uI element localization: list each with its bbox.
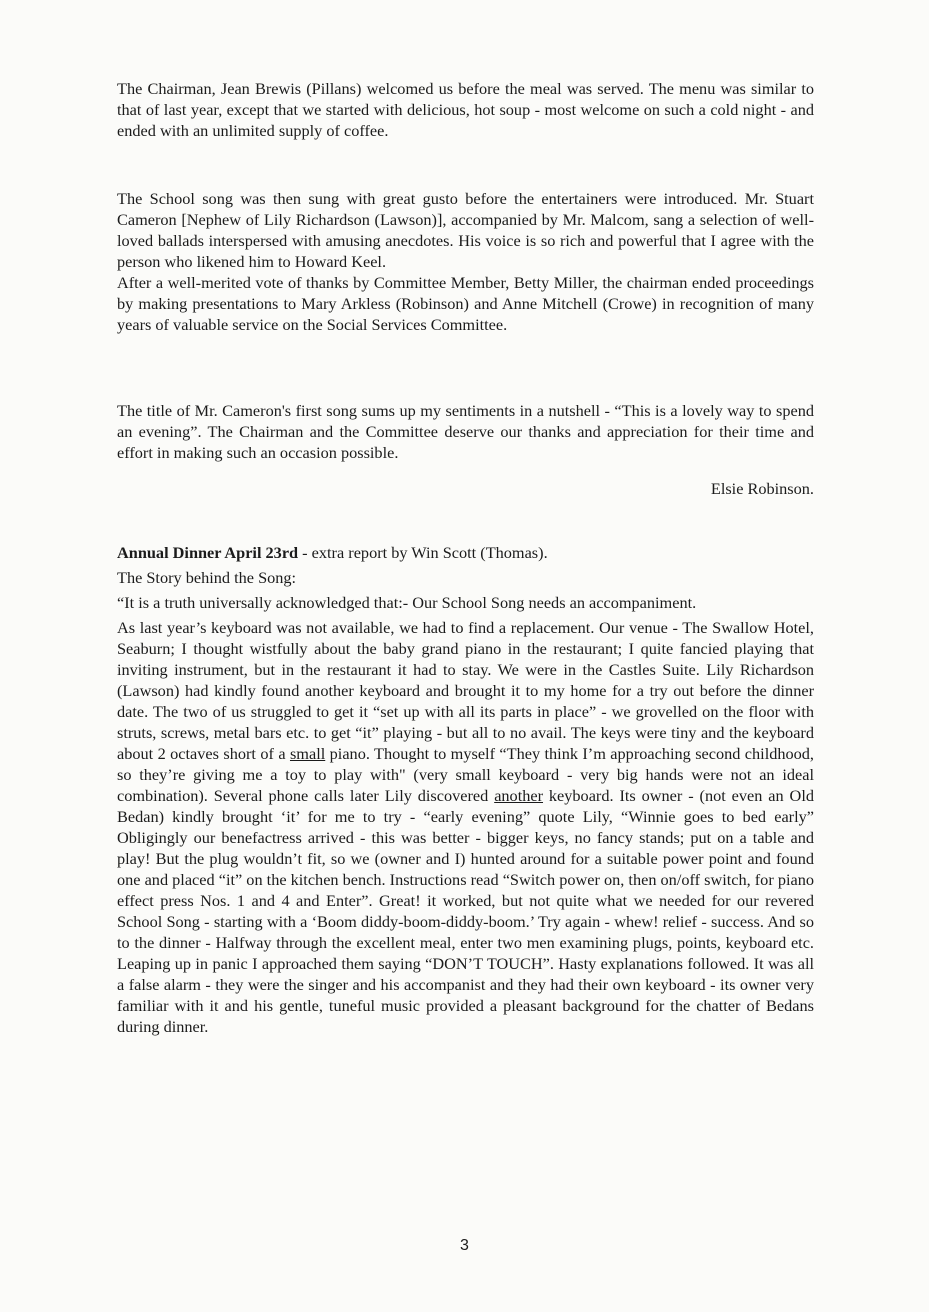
paragraph: After a well-merited vote of thanks by Committee Member, Betty Miller, the chairman ended proceedings by making presentations to Mary Arkless (Robinson) and Anne Mitchell (Crowe) in recognition of many years of valuable service on the Social Services Committee.: [117, 273, 814, 334]
section-entertainment: [117, 188, 814, 335]
heading-rest: - extra report by Win Scott (Thomas).: [298, 543, 548, 562]
text-run: As last year’s keyboard was not available, we had to find a replacement. Our venue - The Swallow Hotel, Seaburn; I thought wistfully about the baby grand piano in the restaurant; I quite fancied playing that inviting instrument, but in the restaurant it had to stay. We were in the Castles Suite. Lily Richardson (Lawson) had kindly found another keyboard and brought it to my home for a try out before the dinner date. The two of us struggled to get it “set up with all its parts in place” - we grovelled on the floor with struts, screws, metal bars etc. to get “it” playing - but all to no avail. The keys were tiny and the keyboard about 2 octaves short of a: [117, 618, 814, 763]
section-closing: [117, 400, 814, 463]
underlined-word: small: [289, 744, 326, 763]
page-number: 3: [460, 1237, 469, 1254]
underlined-word: another: [494, 786, 544, 805]
story-paragraph: [117, 617, 814, 1037]
section-annual-dinner-report: [117, 542, 814, 1037]
section-dinner-welcome: [117, 78, 814, 141]
paragraph: The Chairman, Jean Brewis (Pillans) welcomed us before the meal was served. The menu was similar to that of last year, except that we started with delicious, hot soup - most welcome on such a cold night - and ended with an unlimited supply of coffee.: [117, 79, 814, 140]
heading-bold: Annual Dinner April 23rd: [117, 543, 299, 562]
report-heading: [117, 542, 814, 563]
text-run: keyboard. Its owner - (not even an Old Bedan) kindly brought ‘it’ for me to try - “early evening” quote Lily, “Winnie goes to bed early” Obligingly our benefactress arrived - this was better - bigger keys, no fancy stands; put on a table and play! But the plug wouldn’t fit, so we (owner and I) hunted around for a suitable power point and found one and placed “it” on the kitchen bench. Instructions read “Switch power on, then on/off switch, for piano effect press Nos. 1 and 4 and Enter”. Great! it worked, but not quite what we needed for our revered School Song - starting with a ‘Boom diddy-boom-diddy-boom.’ Try again - whew! relief - success. And so to the dinner - Halfway through the excellent meal, enter two men examining plugs, points, keyboard etc. Leaping up in panic I approached them saying “DON’T TOUCH”. Hasty explanations followed. It was all a false alarm - they were the singer and his accompanist and they had their own keyboard - its owner very familiar with it and his gentle, tuneful music provided a pleasant background for the chatter of Bedans during dinner.: [117, 786, 814, 1036]
signature: Elsie Robinson.: [710, 479, 814, 498]
subtitle: The Story behind the Song:: [117, 568, 297, 587]
text-run: piano. Thought to myself “They think I’m approaching second childhood, so they’re giving me a toy to play with" (very small keyboard - very big hands were not an ideal combination). Several phone calls later Lily discovered: [117, 744, 814, 805]
paragraph: The title of Mr. Cameron's first song sums up my sentiments in a nutshell - “This is a lovely way to spend an evening”. The Chairman and the Committee deserve our thanks and appreciation for their time and effort in making such an occasion possible.: [117, 401, 814, 462]
quote-paragraph: “It is a truth universally acknowledged that:- Our School Song needs an accompaniment.: [117, 593, 697, 612]
paragraph: The School song was then sung with great gusto before the entertainers were introduced. Mr. Stuart Cameron [Nephew of Lily Richardson (Lawson)], accompanied by Mr. Malcom, sang a selection of well-loved ballads interspersed with amusing anecdotes. His voice is so rich and powerful that I agree with the person who likened him to Howard Keel.: [117, 189, 814, 271]
